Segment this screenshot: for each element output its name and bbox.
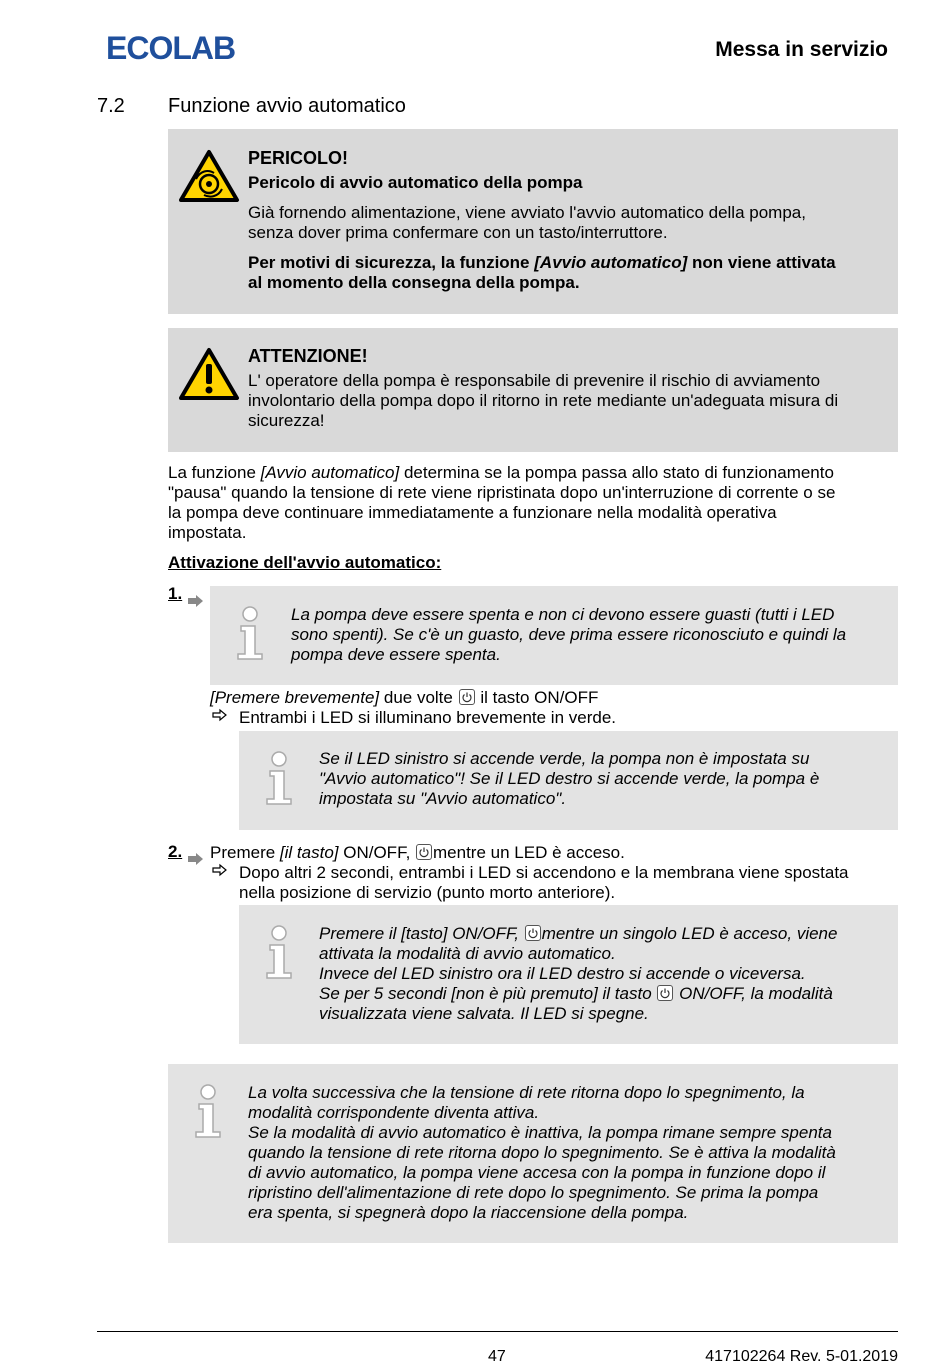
section-title: Funzione avvio automatico: [168, 95, 406, 117]
step2-note-line5: visualizzata viene salvata. Il LED si spegne.: [319, 1004, 649, 1023]
power-button-icon: [657, 985, 673, 1001]
power-button-icon: [459, 689, 475, 705]
step2-info-box: [239, 905, 898, 1044]
final-note-line6: ripristino dell'alimentazione di rete dopo lo spegnimento. Se prima la pompa: [248, 1183, 819, 1202]
page-number: 47: [488, 1348, 506, 1365]
intro-line4: impostata.: [168, 523, 247, 542]
step1-note2-line2: "Avvio automatico"! Se il LED destro si accende verde, la pompa è: [319, 769, 820, 788]
intro-line2: "pausa" quando la tensione di rete viene ripristinata dopo un'interruzione di corrente o se: [168, 483, 836, 502]
step2-number: 2.: [168, 842, 183, 861]
step-arrow-icon: [186, 592, 204, 612]
danger-subtitle: Pericolo di avvio automatico della pompa: [248, 173, 583, 192]
caution-text-line3: sicurezza!: [248, 411, 325, 430]
danger-box: [168, 129, 898, 314]
info-icon: [193, 1084, 223, 1138]
info-icon: [264, 751, 294, 805]
step2-note-line2: attivata la modalità di avvio automatico.: [319, 944, 616, 963]
step1-action: [Premere brevemente] due volte il tasto ON/OFF: [210, 688, 599, 707]
danger-text-line2: senza dover prima confermare con un tasto/interruttore.: [248, 223, 668, 242]
ecolab-logo: [106, 30, 256, 64]
step1-note-line3: pompa deve essere spenta.: [291, 645, 501, 664]
power-button-icon: [416, 844, 432, 860]
step1-note-line1: La pompa deve essere spenta e non ci devono essere guasti (tutti i LED: [291, 605, 835, 624]
brand-text: ECOLAB: [106, 30, 236, 64]
danger-bold-line1: Per motivi di sicurezza, la funzione [Avvio automatico] non viene attivata: [248, 253, 836, 272]
activation-heading: Attivazione dell'avvio automatico:: [168, 553, 442, 572]
caution-text-line1: L' operatore della pompa è responsabile di prevenire il rischio di avviamento: [248, 371, 821, 390]
caution-label: ATTENZIONE!: [248, 346, 368, 366]
final-note-line3: Se la modalità di avvio automatico è inattiva, la pompa rimane sempre spenta: [248, 1123, 832, 1142]
chapter-title: Messa in servizio: [715, 38, 888, 61]
final-note-line7: era spenta, si spegnerà dopo la riaccensione della pompa.: [248, 1203, 689, 1222]
power-button-icon: [525, 925, 541, 941]
danger-text-line1: Già fornendo alimentazione, viene avviato l'avvio automatico della pompa,: [248, 203, 806, 222]
final-note-line5: di avvio automatico, la pompa viene accesa con la pompa in funzione dopo il: [248, 1163, 826, 1182]
intro-line1: La funzione [Avvio automatico] determina se la pompa passa allo stato di funzionamento: [168, 463, 834, 482]
footer-divider: [97, 1331, 898, 1332]
final-note-line1: La volta successiva che la tensione di rete ritorna dopo lo spegnimento, la: [248, 1083, 805, 1102]
step2-action: Premere [il tasto] ON/OFF, mentre un LED è acceso.: [210, 843, 625, 862]
rotating-parts-warning-icon: [178, 149, 240, 203]
info-icon: [264, 925, 294, 979]
step2-note-line4: Se per 5 secondi [non è più premuto] il tasto ON/OFF, la modalità: [319, 984, 833, 1003]
final-info-box: [168, 1064, 898, 1243]
final-note-line4: quando la tensione di rete ritorna dopo lo spegnimento. Se è attiva la modalità: [248, 1143, 836, 1162]
danger-bold-line2: al momento della consegna della pompa.: [248, 273, 580, 292]
step2-result-line2: nella posizione di servizio (punto morto anteriore).: [239, 883, 616, 902]
step1-note2-line1: Se il LED sinistro si accende verde, la pompa non è impostata su: [319, 749, 810, 768]
step1-info-box: [210, 586, 898, 685]
step-arrow-icon: [186, 850, 204, 870]
danger-label: PERICOLO!: [248, 148, 349, 168]
step1-result: Entrambi i LED si illuminano brevemente in verde.: [239, 708, 617, 727]
final-note-line2: modalità corrispondente diventa attiva.: [248, 1103, 540, 1122]
step1-note-line2: sono spenti). Se c'è un guasto, deve prima essere riconosciuto e quindi la: [291, 625, 847, 644]
step2-result-line1: Dopo altri 2 secondi, entrambi i LED si accendono e la membrana viene spostata: [239, 863, 849, 882]
caution-text-line2: involontario della pompa dopo il ritorno in rete mediante un'adeguata misura di: [248, 391, 839, 410]
step1-number: 1.: [168, 584, 183, 603]
section-number: 7.2: [97, 95, 125, 117]
step1-note2-line3: impostata su "Avvio automatico".: [319, 789, 567, 808]
caution-box: [168, 328, 898, 452]
exclamation-warning-icon: [178, 347, 240, 401]
info-icon: [235, 606, 265, 660]
intro-line3: la pompa deve continuare immediatamente a funzionare nella modalità operativa: [168, 503, 777, 522]
step1-led-info-box: [239, 731, 898, 830]
result-arrow-icon: [212, 708, 228, 728]
document-reference: 417102264 Rev. 5-01.2019: [705, 1348, 898, 1365]
step2-note-line1: Premere il [tasto] ON/OFF, mentre un singolo LED è acceso, viene: [319, 924, 838, 943]
result-arrow-icon: [212, 863, 228, 883]
step2-note-line3: Invece del LED sinistro ora il LED destro si accende o viceversa.: [319, 964, 806, 983]
